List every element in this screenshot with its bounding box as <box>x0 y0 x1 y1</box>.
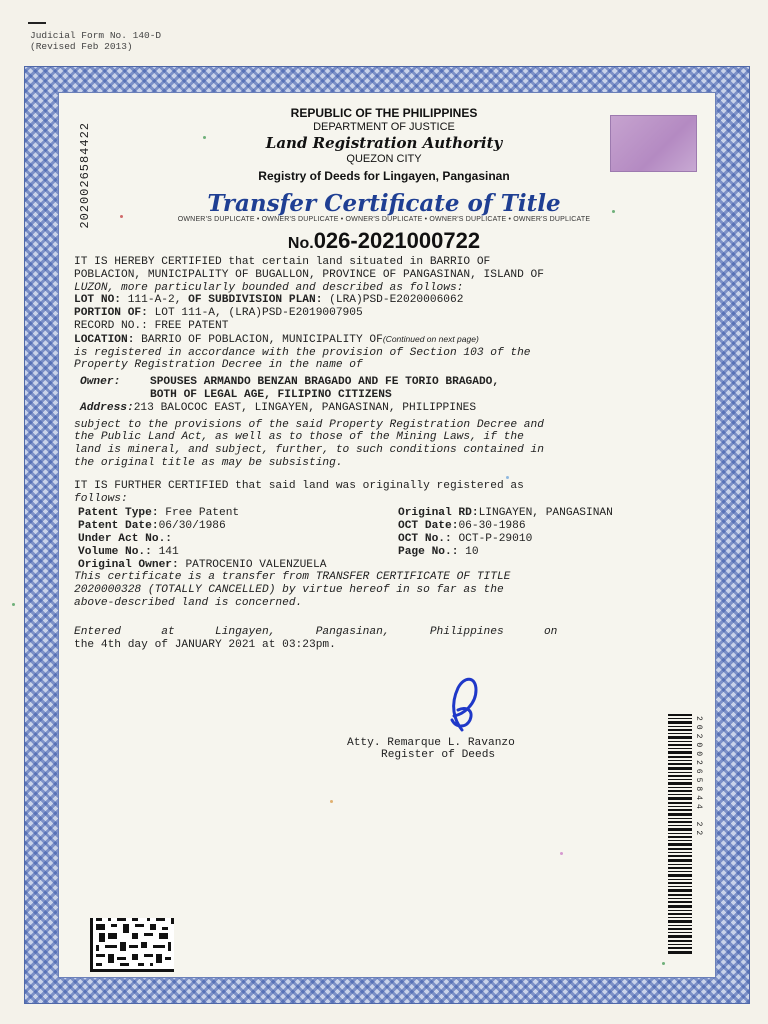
patent-type-label: Patent Type: <box>78 507 159 520</box>
fiber-speck <box>12 603 15 606</box>
owner-names <box>150 376 499 402</box>
oct-no-value: OCT-P-29010 <box>458 532 533 545</box>
fiber-speck <box>330 800 333 803</box>
transfer-line-3: above-described land is concerned. <box>74 596 303 609</box>
header-department: DEPARTMENT OF JUSTICE <box>313 121 455 133</box>
header-republic: REPUBLIC OF THE PHILIPPINES <box>290 106 478 120</box>
owner-line-2: BOTH OF LEGAL AGE, FILIPINO CITIZENS <box>150 388 392 401</box>
original-rd-cell <box>398 507 658 520</box>
location-row <box>74 333 654 347</box>
under-act-cell <box>78 533 398 546</box>
entered-line-1: Entered at Lingayen, Pangasinan, Philippines on <box>74 625 558 638</box>
portion-value: LOT 111-A, (LRA)PSD-E2019007905 <box>154 307 363 320</box>
owner-line-1: SPOUSES ARMANDO BENZAN BRAGADO AND FE TORIO BRAGADO, <box>150 376 500 389</box>
location-label: LOCATION: <box>74 333 135 346</box>
transfer-line-2: 2020000328 (TOTALLY CANCELLED) by virtue hereof in so far as the <box>74 584 504 597</box>
portion-label: PORTION OF: <box>74 307 148 320</box>
volume-label: Volume No.: <box>78 545 152 558</box>
form-number: Judicial Form No. 140-D <box>30 30 162 41</box>
volume-value: 141 <box>158 545 179 558</box>
title-number-value: 026-2021000722 <box>313 228 481 253</box>
record-value: FREE PATENT <box>154 319 229 332</box>
under-act-label: Under Act No.: <box>78 532 172 545</box>
document-title: Transfer Certificate of Title <box>207 190 561 217</box>
original-owner-row <box>78 559 654 572</box>
form-revised: (Revised Feb 2013) <box>30 41 133 52</box>
patent-type-cell <box>78 507 398 520</box>
header-authority: Land Registration Authority <box>265 134 503 152</box>
location-value: BARRIO OF POBLACION, MUNICIPALITY OF <box>141 333 383 346</box>
cert-line-2: POBLACION, MUNICIPALITY OF BUGALLON, PROVINCE OF PANGASINAN, ISLAND OF <box>74 268 544 281</box>
record-label: RECORD NO.: <box>74 319 148 332</box>
fiber-speck <box>612 210 615 213</box>
page-no-label: Page No.: <box>398 545 459 558</box>
signatory-name: Atty. Remarque L. Ravanzo <box>347 737 515 749</box>
registered-line-1: is registered in accordance with the provision of Section 103 of the <box>74 346 531 359</box>
original-rd-value: LINGAYEN, PANGASINAN <box>478 507 613 520</box>
fiber-speck <box>120 215 123 218</box>
subdivision-label: OF SUBDIVISION PLAN: <box>188 294 323 307</box>
fiber-speck <box>560 852 563 855</box>
record-row <box>74 320 654 333</box>
transfer-line-1: This certificate is a transfer from TRANSFER CERTIFICATE OF TITLE <box>74 571 511 584</box>
registered-line-2: Property Registration Decree in the name of <box>74 359 363 372</box>
original-registration-grid <box>78 507 654 558</box>
owners-duplicate-line: OWNER'S DUPLICATE • OWNER'S DUPLICATE • OWNER'S DUPLICATE • OWNER'S DUPLICATE • OWNER'S DUPLICATE <box>177 216 591 223</box>
cert-line-1: IT IS HEREBY CERTIFIED that certain land situated in BARRIO OF <box>74 256 491 268</box>
subject-line-4: the original title as may be subsisting. <box>74 456 343 469</box>
oct-date-value: 06-30-1986 <box>458 520 526 533</box>
subject-line-1: subject to the provisions of the said Property Registration Decree and <box>74 418 544 431</box>
continued-note: (Continued on next page) <box>382 333 479 344</box>
header-city: QUEZON CITY <box>346 153 422 165</box>
signatory-role: Register of Deeds <box>381 749 496 761</box>
oct-no-cell <box>398 533 658 546</box>
entered-line-2: the 4th day of JANUARY 2021 at 03:23pm. <box>74 638 336 651</box>
further-line-1: IT IS FURTHER CERTIFIED that said land was originally registered as <box>74 479 524 492</box>
data-matrix-code <box>90 918 174 972</box>
lot-row <box>74 294 654 307</box>
original-owner-label: Original Owner: <box>78 558 179 571</box>
patent-date-cell <box>78 520 398 533</box>
original-rd-label: Original RD: <box>398 507 479 520</box>
subdivision-value: (LRA)PSD-E2020006062 <box>329 294 464 307</box>
vertical-serial-number: 2020026584422 <box>78 122 92 229</box>
fiber-speck <box>662 962 665 965</box>
fiber-speck <box>203 136 206 139</box>
address-label: Address: <box>80 401 134 414</box>
barcode-digits: 20200265844 22 <box>694 716 703 840</box>
lot-value: 111-A-2, <box>127 294 182 307</box>
subject-line-3: land is mineral, and subject, further, to such conditions contained in <box>74 444 544 457</box>
patent-type-value: Free Patent <box>165 507 240 520</box>
owner-row <box>74 376 654 402</box>
portion-row <box>74 307 654 320</box>
page-no-cell <box>398 546 658 559</box>
barcode <box>668 714 692 954</box>
patent-date-value: 06/30/1986 <box>158 520 226 533</box>
further-line-2: follows: <box>74 492 128 505</box>
form-identifier <box>30 30 161 52</box>
title-number-prefix: No. <box>287 235 314 252</box>
oct-date-label: OCT Date: <box>398 520 459 533</box>
subject-line-2: the Public Land Act, as well as to those of the Mining Laws, if the <box>74 431 524 444</box>
header-registry: Registry of Deeds for Lingayen, Pangasinan <box>258 169 510 183</box>
cert-line-3: LUZON, more particularly bounded and described as follows: <box>74 281 464 294</box>
signature-mark <box>440 670 490 740</box>
owner-label: Owner: <box>80 376 121 389</box>
address-value: 213 BALOCOC EAST, LINGAYEN, PANGASINAN, PHILIPPINES <box>133 401 477 414</box>
certificate-body <box>74 256 654 651</box>
title-number <box>0 228 768 254</box>
lot-label: LOT NO: <box>74 294 121 307</box>
patent-date-label: Patent Date: <box>78 520 159 533</box>
fiber-speck <box>506 476 509 479</box>
pen-mark <box>28 22 46 24</box>
original-owner-value: PATROCENIO VALENZUELA <box>185 558 327 571</box>
volume-cell <box>78 546 398 559</box>
address-row <box>74 402 654 415</box>
page-no-value: 10 <box>465 545 479 558</box>
oct-no-label: OCT No.: <box>398 532 452 545</box>
oct-date-cell <box>398 520 658 533</box>
